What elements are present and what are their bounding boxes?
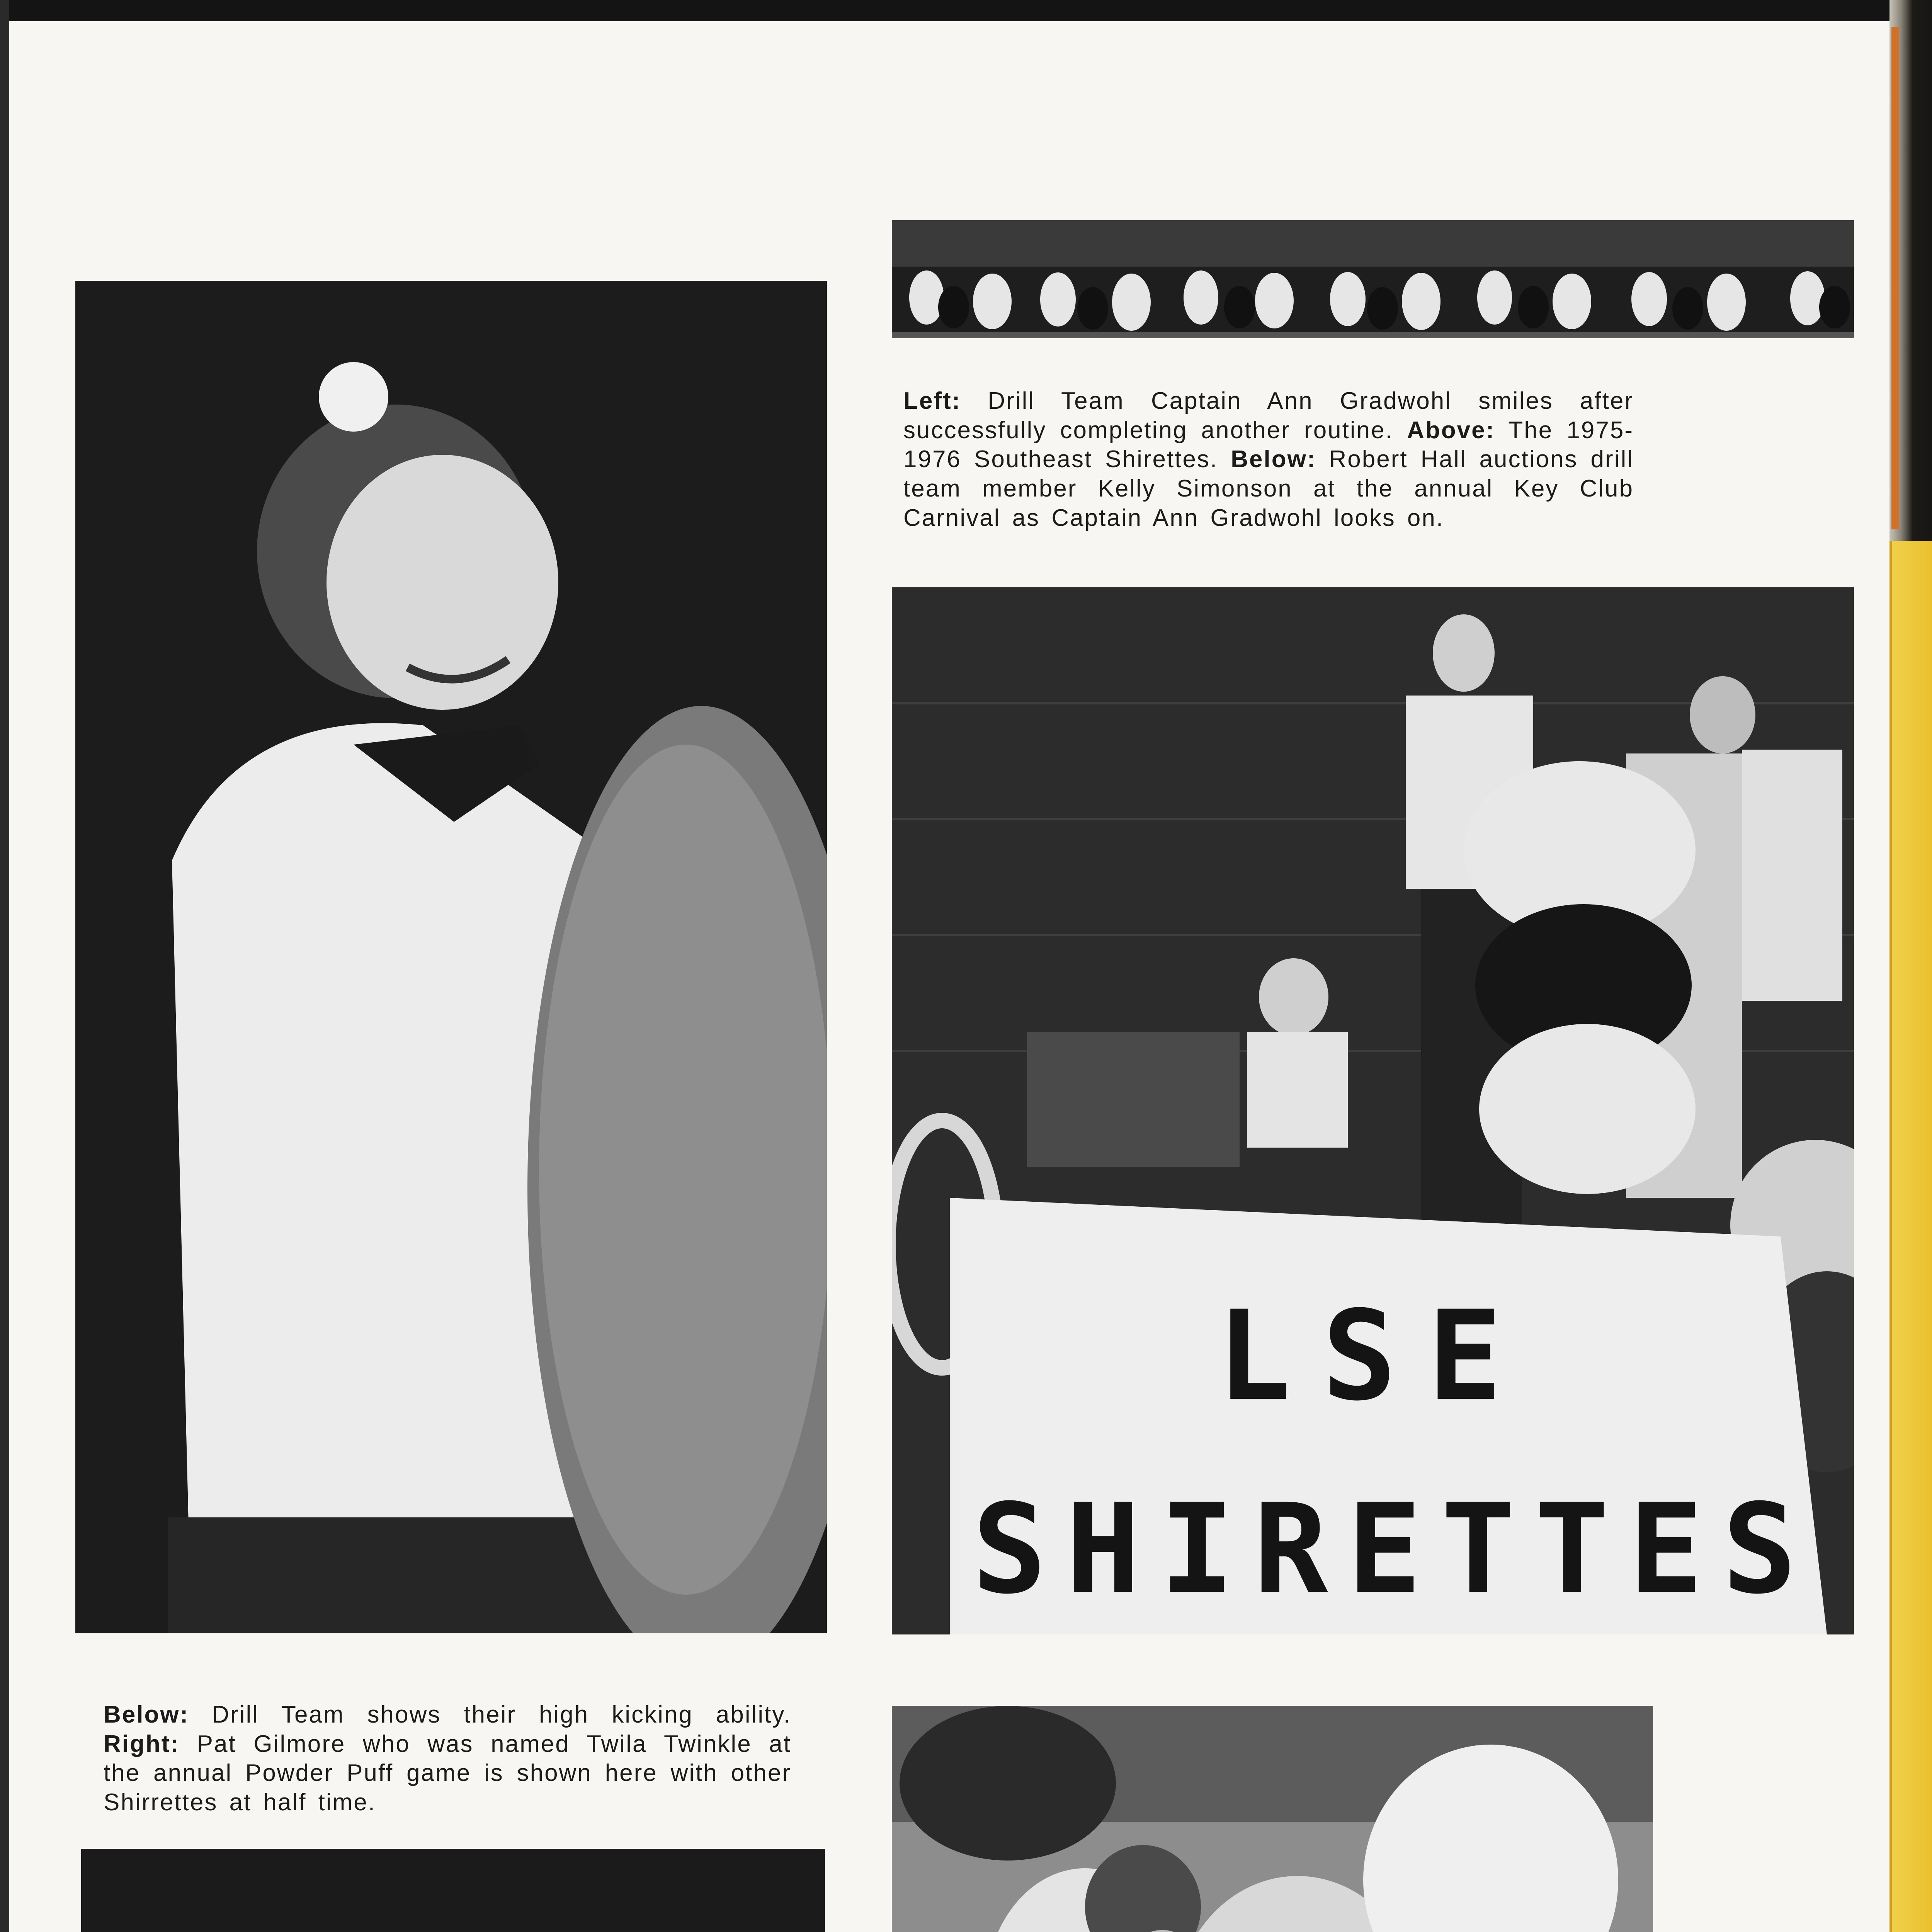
caption-top-right	[903, 386, 1634, 532]
caption-label-below-2: Below:	[104, 1701, 189, 1728]
caption-label-left: Left:	[903, 388, 961, 414]
photo-captain-portrait	[75, 281, 827, 1633]
caption-label-right: Right:	[104, 1730, 180, 1757]
caption-text-below-2: Drill Team shows their high kicking ability.	[189, 1701, 791, 1728]
caption-text-above: The 1975-1976 Southeast Shirettes.	[903, 417, 1634, 473]
photo-high-kick	[81, 1849, 825, 1932]
scan-edge-top	[0, 0, 1932, 21]
binding-stripe	[1891, 27, 1899, 529]
scan-edge-left	[0, 0, 9, 1932]
photo-powder-puff	[892, 1706, 1653, 1932]
banner-text-shirettes: SHIRETTES	[972, 1478, 1816, 1621]
caption-text-below: Robert Hall auctions drill team member Kelly Simonson at the annual Key Club Carnival as Captain Ann Gradwohl looks on.	[903, 446, 1634, 531]
banner-text-lse: LSE	[1217, 1284, 1533, 1428]
caption-text-right: Pat Gilmore who was named Twila Twinkle at the annual Powder Puff game is shown here with other Shirrettes at half time.	[104, 1730, 791, 1816]
caption-label-above: Above:	[1407, 417, 1495, 444]
photo-team-lineup	[892, 220, 1854, 338]
caption-bottom-left	[104, 1700, 791, 1817]
caption-text-left: Drill Team Captain Ann Gradwohl smiles after successfully completing another routine.	[903, 388, 1634, 444]
photo-auction	[892, 587, 1854, 1634]
caption-label-below: Below:	[1231, 446, 1316, 473]
section-tab	[1889, 541, 1932, 1932]
